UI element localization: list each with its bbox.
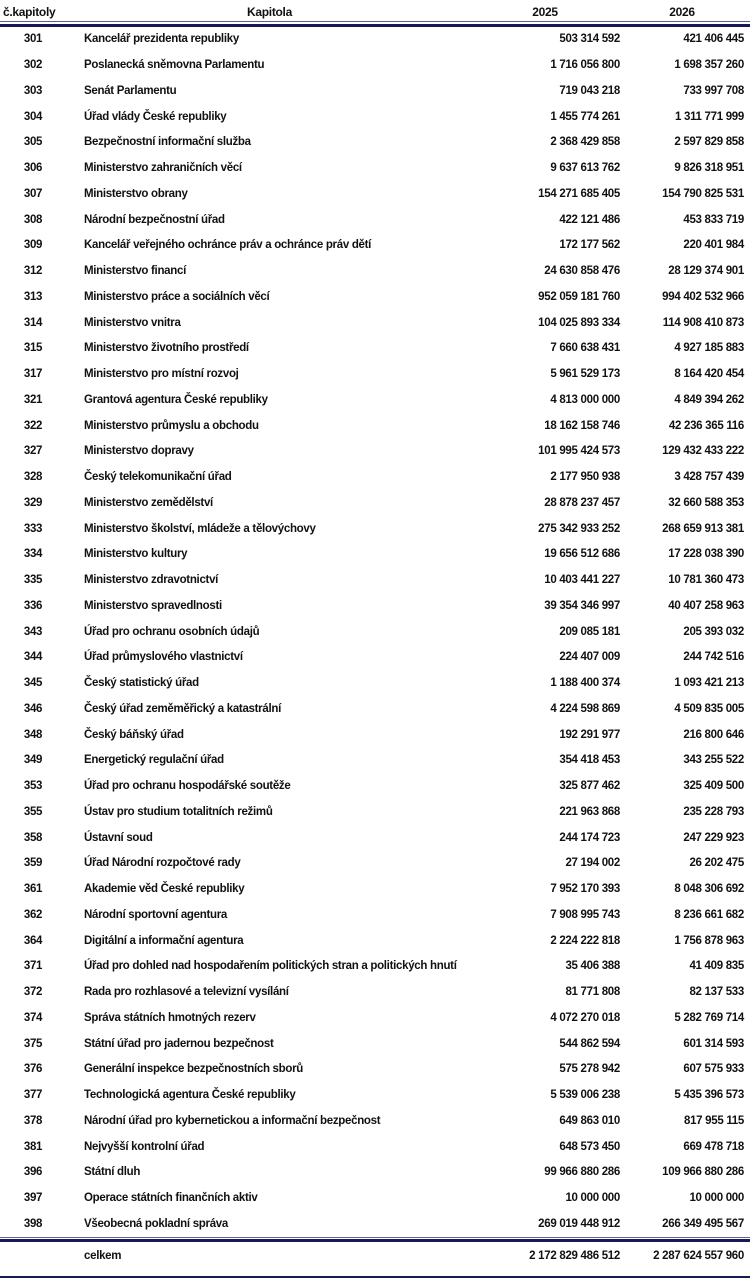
amount-2025: 18 162 158 746 xyxy=(544,419,620,432)
amount-2026: 4 927 185 883 xyxy=(674,342,744,355)
chapter-number: 336 xyxy=(23,599,43,612)
amount-2025: 35 406 388 xyxy=(565,960,620,973)
table-row xyxy=(0,567,750,593)
amount-2025: 7 660 638 431 xyxy=(550,342,620,355)
table-row xyxy=(0,799,750,825)
chapter-number: 359 xyxy=(23,857,43,870)
table-row xyxy=(0,645,750,671)
amount-2026: 244 742 516 xyxy=(683,651,744,664)
amount-2025: 19 656 512 686 xyxy=(544,548,620,561)
amount-2025: 244 174 723 xyxy=(559,831,620,844)
amount-2026: 994 402 532 966 xyxy=(662,290,744,303)
amount-2025: 154 271 685 405 xyxy=(538,187,620,200)
amount-2025: 4 224 598 869 xyxy=(550,702,620,715)
table-header-row xyxy=(0,0,750,21)
chapter-name: Ministerstvo spravedlnosti xyxy=(84,599,222,612)
total-label: celkem xyxy=(84,1249,122,1262)
table-row xyxy=(0,413,750,439)
table-row xyxy=(0,361,750,387)
amount-2025: 649 863 010 xyxy=(559,1114,620,1127)
amount-2026: 607 575 933 xyxy=(683,1063,744,1076)
chapter-name: Ministerstvo pro místní rozvoj xyxy=(84,368,239,381)
chapter-name: Ministerstvo dopravy xyxy=(84,445,194,458)
total-row xyxy=(0,1242,750,1269)
amount-2026: 17 228 038 390 xyxy=(668,548,744,561)
chapter-name: Úřad pro ochranu hospodářské soutěže xyxy=(84,780,291,793)
amount-2025: 101 995 424 573 xyxy=(538,445,620,458)
chapter-name: Poslanecká sněmovna Parlamentu xyxy=(84,59,265,72)
table-row xyxy=(0,1160,750,1186)
table-row xyxy=(0,52,750,78)
table-row xyxy=(0,670,750,696)
chapter-name: Národní úřad pro kybernetickou a informační bezpečnost xyxy=(84,1114,381,1127)
chapter-number: 306 xyxy=(23,162,43,175)
table-row xyxy=(0,1082,750,1108)
table-row xyxy=(0,1134,750,1160)
chapter-number: 303 xyxy=(23,84,43,97)
chapter-number: 376 xyxy=(23,1063,43,1076)
table-row xyxy=(0,78,750,104)
amount-2026: 1 093 421 213 xyxy=(674,677,744,690)
chapter-number: 353 xyxy=(23,780,43,793)
header-year-2025: 2025 xyxy=(532,4,558,19)
amount-2025: 28 878 237 457 xyxy=(544,496,620,509)
table-row xyxy=(0,130,750,156)
amount-2025: 719 043 218 xyxy=(559,84,620,97)
chapter-name: Kancelář veřejného ochránce práv a ochránce práv dětí xyxy=(84,239,372,252)
chapter-name: Ministerstvo průmyslu a obchodu xyxy=(84,419,259,432)
chapter-name: Ústavní soud xyxy=(84,831,153,844)
amount-2026: 343 255 522 xyxy=(683,754,744,767)
amount-2025: 269 019 448 912 xyxy=(538,1217,620,1230)
amount-2026: 266 349 495 567 xyxy=(662,1217,744,1230)
amount-2026: 5 435 396 573 xyxy=(674,1089,744,1102)
chapter-number: 397 xyxy=(23,1192,43,1205)
chapter-name: Nejvyšší kontrolní úřad xyxy=(84,1140,205,1153)
chapter-name: Ministerstvo zahraničních věcí xyxy=(84,162,242,175)
chapter-name: Český úřad zeměměřický a katastrální xyxy=(84,702,281,715)
amount-2025: 275 342 933 252 xyxy=(538,522,620,535)
table-row xyxy=(0,1211,750,1237)
table-row xyxy=(0,1005,750,1031)
chapter-number: 307 xyxy=(23,187,43,200)
chapter-name: Úřad průmyslového vlastnictví xyxy=(84,651,243,664)
chapter-name: Ministerstvo financí xyxy=(84,265,186,278)
amount-2025: 325 877 462 xyxy=(559,780,620,793)
table-row xyxy=(0,928,750,954)
amount-2025: 1 716 056 800 xyxy=(550,59,620,72)
table-row xyxy=(0,155,750,181)
amount-2026: 1 311 771 999 xyxy=(674,110,744,123)
amount-2025: 7 952 170 393 xyxy=(550,883,620,896)
chapter-number: 348 xyxy=(23,728,43,741)
table-row xyxy=(0,207,750,233)
chapter-number: 315 xyxy=(23,342,43,355)
amount-2026: 3 428 757 439 xyxy=(674,471,744,484)
amount-2026: 1 756 878 963 xyxy=(674,934,744,947)
chapter-name: Bezpečnostní informační služba xyxy=(84,136,251,149)
chapter-number: 343 xyxy=(23,625,43,638)
chapter-name: Úřad vlády České republiky xyxy=(84,110,227,123)
chapter-name: Ministerstvo zdravotnictví xyxy=(84,574,219,587)
amount-2026: 9 826 318 951 xyxy=(674,162,744,175)
chapter-number: 304 xyxy=(23,110,43,123)
amount-2026: 114 908 410 873 xyxy=(662,316,744,329)
amount-2026: 421 406 445 xyxy=(683,33,744,46)
amount-2026: 220 401 984 xyxy=(683,239,744,252)
amount-2026: 817 955 115 xyxy=(683,1114,744,1127)
amount-2026: 5 282 769 714 xyxy=(674,1011,744,1024)
total-amount-2026: 2 287 624 557 960 xyxy=(653,1249,744,1262)
amount-2025: 24 630 858 476 xyxy=(544,265,620,278)
amount-2025: 224 407 009 xyxy=(559,651,620,664)
table-row xyxy=(0,1185,750,1211)
chapter-name: Ministerstvo školství, mládeže a tělovýchovy xyxy=(84,522,316,535)
chapter-number: 346 xyxy=(23,702,43,715)
chapter-number: 309 xyxy=(23,239,43,252)
amount-2026: 8 048 306 692 xyxy=(674,883,744,896)
table-row xyxy=(0,336,750,362)
chapter-name: Energetický regulační úřad xyxy=(84,754,224,767)
chapter-name: Ministerstvo obrany xyxy=(84,187,188,200)
total-amount-2025: 2 172 829 486 512 xyxy=(529,1249,620,1262)
table-row xyxy=(0,284,750,310)
table-row xyxy=(0,1031,750,1057)
amount-2025: 81 771 808 xyxy=(565,986,620,999)
chapter-name: Národní bezpečnostní úřad xyxy=(84,213,225,226)
chapter-name: Technologická agentura České republiky xyxy=(84,1089,296,1102)
chapter-number: 396 xyxy=(23,1166,43,1179)
table-row xyxy=(0,490,750,516)
amount-2026: 8 236 661 682 xyxy=(674,908,744,921)
table-row xyxy=(0,1057,750,1083)
chapter-number: 334 xyxy=(23,548,43,561)
chapter-number: 329 xyxy=(23,496,43,509)
chapter-name: Ministerstvo vnitra xyxy=(84,316,181,329)
chapter-name: Český báňský úřad xyxy=(84,728,184,741)
chapter-number: 335 xyxy=(23,574,43,587)
amount-2026: 1 698 357 260 xyxy=(674,59,744,72)
chapter-name: Národní sportovní agentura xyxy=(84,908,227,921)
table-row xyxy=(0,516,750,542)
amount-2025: 39 354 346 997 xyxy=(544,599,620,612)
amount-2026: 4 509 835 005 xyxy=(674,702,744,715)
table-row xyxy=(0,1108,750,1134)
chapter-number: 371 xyxy=(23,960,43,973)
table-row xyxy=(0,722,750,748)
amount-2026: 205 393 032 xyxy=(683,625,744,638)
table-row xyxy=(0,387,750,413)
chapter-name: Ústav pro studium totalitních režimů xyxy=(84,805,273,818)
header-chapter-name: Kapitola xyxy=(247,4,292,19)
amount-2026: 26 202 475 xyxy=(689,857,744,870)
chapter-name: Ministerstvo kultury xyxy=(84,548,188,561)
amount-2026: 40 407 258 963 xyxy=(668,599,744,612)
table-row xyxy=(0,696,750,722)
amount-2025: 575 278 942 xyxy=(559,1063,620,1076)
table-row xyxy=(0,233,750,259)
chapter-name: Operace státních finančních aktiv xyxy=(84,1192,258,1205)
chapter-number: 301 xyxy=(23,33,43,46)
amount-2026: 82 137 533 xyxy=(689,986,744,999)
table-row xyxy=(0,748,750,774)
chapter-number: 372 xyxy=(23,986,43,999)
chapter-name: Úřad Národní rozpočtové rady xyxy=(84,857,241,870)
table-row xyxy=(0,542,750,568)
chapter-name: Český telekomunikační úřad xyxy=(84,471,232,484)
amount-2025: 648 573 450 xyxy=(559,1140,620,1153)
amount-2026: 601 314 593 xyxy=(683,1037,744,1050)
chapter-number: 305 xyxy=(23,136,43,149)
chapter-number: 345 xyxy=(23,677,43,690)
chapter-name: Ministerstvo zemědělství xyxy=(84,496,213,509)
amount-2025: 209 085 181 xyxy=(559,625,620,638)
amount-2026: 216 800 646 xyxy=(683,728,744,741)
chapter-number: 312 xyxy=(23,265,43,278)
amount-2025: 5 539 006 238 xyxy=(550,1089,620,1102)
amount-2025: 354 418 453 xyxy=(559,754,620,767)
amount-2025: 2 368 429 858 xyxy=(550,136,620,149)
header-year-2026: 2026 xyxy=(669,4,695,19)
table-row xyxy=(0,181,750,207)
chapter-number: 375 xyxy=(23,1037,43,1050)
amount-2026: 10 781 360 473 xyxy=(668,574,744,587)
amount-2025: 422 121 486 xyxy=(559,213,620,226)
table-row xyxy=(0,825,750,851)
chapter-number: 377 xyxy=(23,1089,43,1102)
amount-2025: 503 314 592 xyxy=(559,33,620,46)
table-row xyxy=(0,979,750,1005)
amount-2025: 99 966 880 286 xyxy=(544,1166,620,1179)
chapter-name: Grantová agentura České republiky xyxy=(84,393,268,406)
amount-2026: 8 164 420 454 xyxy=(674,368,744,381)
amount-2025: 10 403 441 227 xyxy=(544,574,620,587)
amount-2026: 10 000 000 xyxy=(689,1192,744,1205)
chapter-name: Generální inspekce bezpečnostních sborů xyxy=(84,1063,304,1076)
table-body xyxy=(0,27,750,1237)
amount-2025: 4 072 270 018 xyxy=(550,1011,620,1024)
amount-2026: 268 659 913 381 xyxy=(662,522,744,535)
amount-2025: 952 059 181 760 xyxy=(538,290,620,303)
header-chapter-number: č.kapitoly xyxy=(3,4,56,19)
amount-2025: 7 908 995 743 xyxy=(550,908,620,921)
chapter-number: 333 xyxy=(23,522,43,535)
chapter-name: Státní dluh xyxy=(84,1166,141,1179)
chapter-number: 374 xyxy=(23,1011,43,1024)
chapter-number: 314 xyxy=(23,316,43,329)
chapter-number: 308 xyxy=(23,213,43,226)
chapter-name: Ministerstvo životního prostředí xyxy=(84,342,249,355)
table-row xyxy=(0,464,750,490)
chapter-name: Senát Parlamentu xyxy=(84,84,177,97)
amount-2026: 453 833 719 xyxy=(683,213,744,226)
table-row xyxy=(0,876,750,902)
amount-2026: 247 229 923 xyxy=(683,831,744,844)
chapter-number: 378 xyxy=(23,1114,43,1127)
amount-2026: 42 236 365 116 xyxy=(668,419,744,432)
amount-2025: 10 000 000 xyxy=(565,1192,620,1205)
amount-2025: 2 177 950 938 xyxy=(550,471,620,484)
amount-2025: 4 813 000 000 xyxy=(550,393,620,406)
table-row xyxy=(0,439,750,465)
amount-2026: 4 849 394 262 xyxy=(674,393,744,406)
chapter-number: 317 xyxy=(23,368,43,381)
amount-2025: 2 224 222 818 xyxy=(550,934,620,947)
amount-2025: 104 025 893 334 xyxy=(538,316,620,329)
amount-2025: 192 291 977 xyxy=(559,728,620,741)
chapter-number: 381 xyxy=(23,1140,43,1153)
chapter-number: 322 xyxy=(23,419,43,432)
chapter-number: 313 xyxy=(23,290,43,303)
table-row xyxy=(0,902,750,928)
table-row xyxy=(0,27,750,53)
amount-2026: 129 432 433 222 xyxy=(662,445,744,458)
table-row xyxy=(0,954,750,980)
chapter-name: Český statistický úřad xyxy=(84,677,199,690)
table-row xyxy=(0,619,750,645)
table-row xyxy=(0,258,750,284)
chapter-number: 344 xyxy=(23,651,43,664)
amount-2026: 2 597 829 858 xyxy=(674,136,744,149)
chapter-number: 355 xyxy=(23,805,43,818)
chapter-name: Státní úřad pro jadernou bezpečnost xyxy=(84,1037,274,1050)
chapter-name: Akademie věd České republiky xyxy=(84,883,245,896)
chapter-number: 349 xyxy=(23,754,43,767)
chapter-number: 362 xyxy=(23,908,43,921)
amount-2025: 27 194 002 xyxy=(565,857,620,870)
chapter-name: Digitální a informační agentura xyxy=(84,934,244,947)
amount-2026: 669 478 718 xyxy=(683,1140,744,1153)
table-row xyxy=(0,310,750,336)
table-row xyxy=(0,851,750,877)
chapter-name: Ministerstvo práce a sociálních věcí xyxy=(84,290,270,303)
amount-2026: 109 966 880 286 xyxy=(662,1166,744,1179)
chapter-name: Všeobecná pokladní správa xyxy=(84,1217,228,1230)
amount-2026: 28 129 374 901 xyxy=(668,265,744,278)
amount-2026: 733 997 708 xyxy=(683,84,744,97)
chapter-name: Úřad pro dohled nad hospodařením politických stran a politických hnutí xyxy=(84,960,457,973)
chapter-name: Úřad pro ochranu osobních údajů xyxy=(84,625,260,638)
amount-2026: 154 790 825 531 xyxy=(662,187,744,200)
chapter-number: 361 xyxy=(23,883,43,896)
chapter-number: 302 xyxy=(23,59,43,72)
chapter-name: Rada pro rozhlasové a televizní vysílání xyxy=(84,986,289,999)
table-row xyxy=(0,593,750,619)
amount-2025: 544 862 594 xyxy=(559,1037,620,1050)
amount-2025: 221 963 868 xyxy=(559,805,620,818)
chapter-number: 328 xyxy=(23,471,43,484)
amount-2025: 1 188 400 374 xyxy=(550,677,620,690)
amount-2025: 1 455 774 261 xyxy=(550,110,620,123)
amount-2025: 9 637 613 762 xyxy=(550,162,620,175)
table-row xyxy=(0,773,750,799)
chapter-number: 327 xyxy=(23,445,43,458)
amount-2025: 5 961 529 173 xyxy=(550,368,620,381)
amount-2025: 172 177 562 xyxy=(559,239,620,252)
amount-2026: 325 409 500 xyxy=(683,780,744,793)
amount-2026: 32 660 588 353 xyxy=(668,496,744,509)
amount-2026: 235 228 793 xyxy=(683,805,744,818)
chapter-number: 358 xyxy=(23,831,43,844)
chapter-name: Správa státních hmotných rezerv xyxy=(84,1011,256,1024)
chapter-number: 398 xyxy=(23,1217,43,1230)
chapter-name: Kancelář prezidenta republiky xyxy=(84,33,239,46)
table-row xyxy=(0,104,750,130)
chapter-number: 364 xyxy=(23,934,43,947)
chapter-number: 321 xyxy=(23,393,43,406)
amount-2026: 41 409 835 xyxy=(689,960,744,973)
